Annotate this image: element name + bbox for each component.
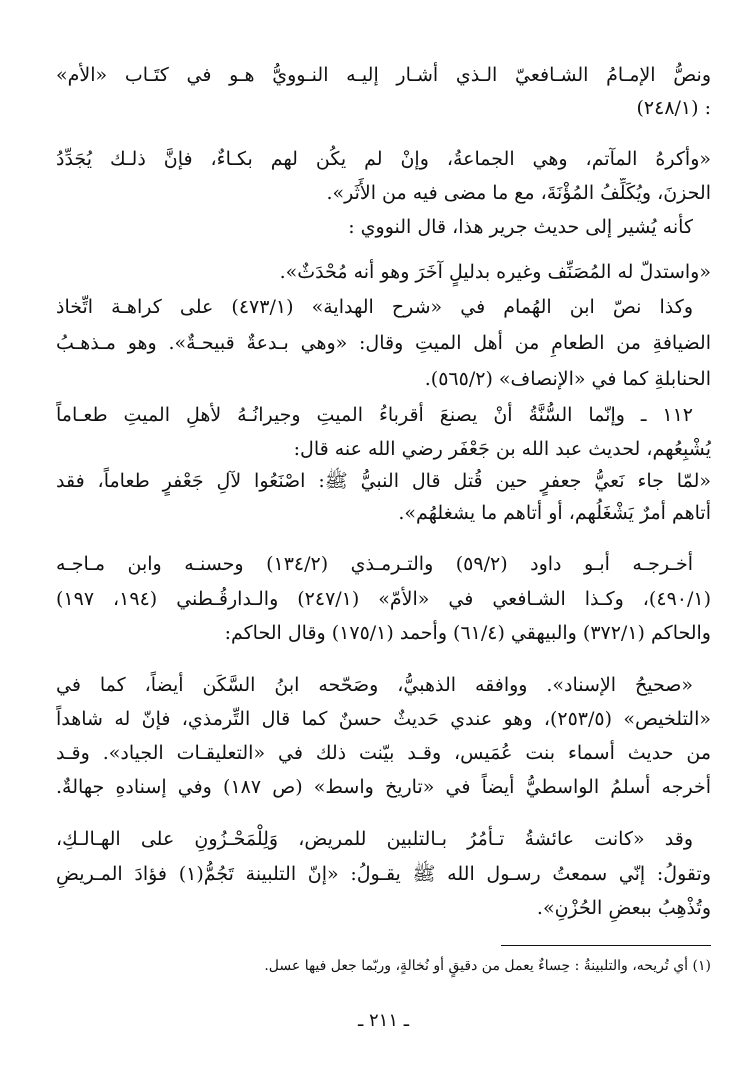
text-line: الضيافةِ من الطعامِ من أهل الميتِ وقال: «وهي بـدعةٌ قبيحـةٌ». وهو مـذهـبُ — [56, 332, 711, 354]
text-line: يُشْبِعُهم، لحديث عبد الله بن جَعْفَر رضي الله عنه قال: — [293, 438, 711, 460]
text-line: ١١٢ ـ وإنّما السُّنَّةُ أنْ يصنعَ أقرباءُ الميتِ وجيرانُـهُ لأهلِ الميتِ طعـاماً — [56, 404, 693, 426]
text-line: أخرجه أسلمُ الواسطيُّ أيضاً في «تاريخ واسط» (ص ١٨٧) وفي إسنادهِ جهالةٌ. — [56, 776, 711, 798]
page-number: ـ ٢١١ ـ — [357, 1010, 409, 1031]
text-line: وكذا نصّ ابن الهُمام في «شرح الهداية» (٤٧٣/١) على كراهـة اتِّخاذ — [56, 296, 693, 318]
text-line: الحنابلةِ كما في «الإنصاف» (٥٦٥/٢). — [424, 368, 711, 390]
text-line: من حديث أسماء بنت عُمَيس، وقـد بيّنت ذلك في «التعليقـات الجياد». وقـد — [56, 742, 711, 764]
text-line: (٤٩٠/١)، وكـذا الشـافعي في «الأمّ» (٢٤٧/١) والـدارقُـطني (١٩٤، ١٩٧) — [56, 588, 711, 610]
text-line: «واستدلّ له المُصَنِّف وغيره بدليلٍ آخَرَ وهو أنه مُحْدَثٌ». — [279, 261, 711, 283]
text-line: كأنه يُشير إلى حديث جرير هذا، قال النووي : — [348, 216, 693, 238]
text-line: وتقولُ: إنّي سمعتُ رسـول الله ﷺ يقـولُ: «إنّ التلبينة تَجُمُّ(١) فؤادَ المـريضِ — [56, 863, 711, 885]
book-page — [56, 52, 711, 1062]
text-line: «وأكرهُ المآتم، وهي الجماعةُ، وإنْ لم يكُن لهم بكـاءٌ، فإنَّ ذلـك يُجَدِّدُ — [56, 148, 711, 170]
footnote-divider — [501, 945, 711, 946]
text-line: والحاكم (٣٧٢/١) والبيهقي (٦١/٤) وأحمد (١٧٥/١) وقال الحاكم: — [224, 622, 711, 644]
text-line: «صحيحُ الإسناد». ووافقه الذهبيُّ، وصَحّحه ابنُ السَّكَن أيضاً، كما في — [56, 674, 693, 696]
text-line: أتاهم أمرٌ يَشْغَلُهم، أو أتاهم ما يشغلهُم». — [398, 502, 711, 524]
footnote: (١) أي تُريحه، والتلبينةُ : حِساءٌ يعمل من دقيقٍ أو نُخالةٍ، وربّما جعل فيها عسل. — [264, 958, 711, 974]
text-line: «لمّا جاء نَعيُّ جعفرٍ حين قُتل قال النبيُّ ﷺ: اصْنَعُوا لآلِ جَعْفرٍ طعاماً، فقد — [56, 470, 711, 492]
text-line: ونصُّ الإمـامُ الشـافعيّ الـذي أشـار إليـه النـوويُّ هـو في كتَـاب «الأم» — [56, 64, 711, 86]
text-line: وقد «كانت عائشةُ تـأمُرُ بـالتلبين للمريض، وَلِلْمَحْـزُونِ على الهـالـكِ، — [56, 828, 693, 850]
text-line: وتُذْهِبُ ببعضِ الحُزْنِ». — [536, 897, 711, 919]
text-line: الحزنَ، ويُكَلِّفُ المُؤْنَةَ، مع ما مضى فيه من الأَثَر». — [326, 182, 711, 204]
text-line: أخـرجـه أبـو داود (٥٩/٢) والتـرمـذي (١٣٤/٢) وحسنـه وابن مـاجـه — [56, 553, 693, 575]
text-line: «التلخيص» (٢٥٣/٥)، وهو عندي حَديثٌ حسنٌ كما قال التِّرمذي، فإنّ له شاهداً — [56, 708, 711, 730]
text-line: : (٢٤٨/١) — [636, 97, 711, 119]
